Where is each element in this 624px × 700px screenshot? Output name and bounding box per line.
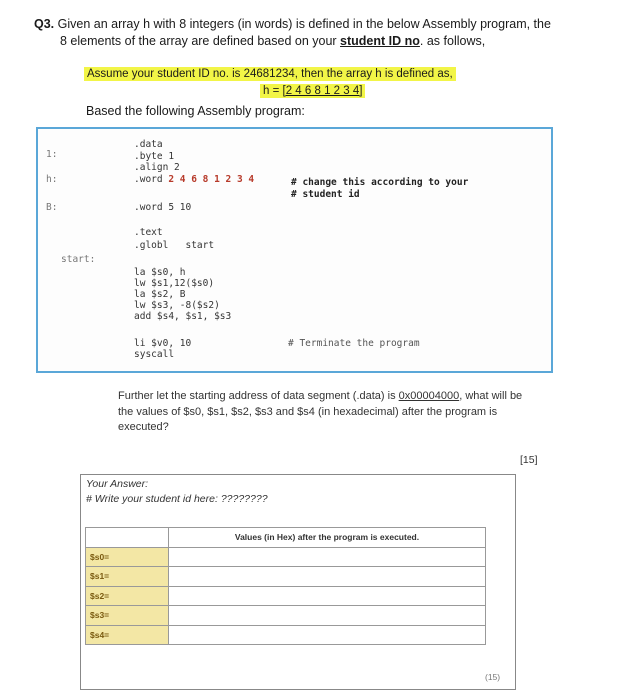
code-line: .data	[134, 139, 163, 150]
code-line	[134, 174, 254, 185]
assembly-code-box	[36, 127, 553, 373]
values-table	[85, 527, 486, 645]
register-label: $s3=	[86, 606, 169, 626]
table-corner	[86, 528, 169, 548]
start-address: 0x00004000	[398, 390, 460, 402]
code-line: .globl start	[134, 240, 215, 251]
code-line: add $s4, $s1, $s3	[134, 311, 232, 322]
question-text-2b: . as follows,	[419, 34, 486, 48]
table-row	[86, 586, 486, 606]
program-intro: Based the following Assembly program:	[86, 104, 305, 118]
value-cell[interactable]	[169, 567, 486, 587]
question-text-2a: 8 elements of the array are defined based on your	[60, 34, 341, 48]
answer-label: Your Answer:	[86, 478, 149, 490]
array-numbers: 2 4 6 8 1 2 3 4	[168, 174, 255, 185]
code-line: .align 2	[134, 162, 180, 173]
question-line-2	[60, 33, 485, 50]
code-line: li $v0, 10	[134, 338, 192, 349]
value-cell[interactable]	[169, 547, 486, 567]
question-number: Q3.	[34, 17, 55, 31]
code-line: lw $s3, -8($s2)	[134, 300, 220, 311]
score-bottom: (15)	[485, 672, 501, 682]
register-label: $s4=	[86, 625, 169, 645]
student-id-emphasis: student ID no	[340, 34, 420, 48]
code-label: B:	[46, 202, 58, 213]
code-comment: # student id	[291, 189, 360, 200]
code-line: .text	[134, 227, 163, 238]
table-row	[86, 567, 486, 587]
student-id-prompt[interactable]: # Write your student id here: ????????	[86, 493, 268, 505]
follow-up-text-b: , what will be the values of $s0, $s1, $s2, $s3 and $s4 (in hexadecimal) after the program is executed?	[118, 390, 523, 433]
register-label: $s0=	[86, 547, 169, 567]
question-line-1	[34, 16, 604, 33]
follow-up-question	[118, 389, 538, 436]
code-line: .byte 1	[134, 151, 175, 162]
question-text-1: Given an array h with 8 integers (in words) is defined in the below Assembly program, the	[57, 17, 551, 31]
word-directive: .word	[134, 174, 163, 185]
table-row	[86, 547, 486, 567]
code-label: start:	[61, 254, 96, 265]
code-label: 1:	[46, 149, 58, 160]
code-comment: # change this according to your	[291, 177, 469, 188]
value-cell[interactable]	[169, 586, 486, 606]
code-comment: # Terminate the program	[288, 338, 420, 349]
assume-highlight: Assume your student ID no. is 24681234, then the array h is defined as,	[84, 67, 456, 81]
register-label: $s2=	[86, 586, 169, 606]
code-line: syscall	[134, 349, 175, 360]
array-definition-highlight	[260, 84, 365, 98]
value-cell[interactable]	[169, 606, 486, 626]
code-line: la $s2, B	[134, 289, 186, 300]
code-line: la $s0, h	[134, 267, 186, 278]
follow-up-text-a: Further let the starting address of data segment (.data) is	[118, 390, 399, 402]
array-values: [2 4 6 8 1 2 3 4]	[282, 85, 363, 97]
code-label: h:	[46, 174, 58, 185]
register-label: $s1=	[86, 567, 169, 587]
array-name: h =	[263, 85, 283, 97]
score-top: [15]	[520, 454, 538, 466]
code-line: .word 5 10	[134, 202, 192, 213]
table-header-row	[86, 528, 486, 548]
table-header: Values (in Hex) after the program is executed.	[169, 528, 486, 548]
table-row	[86, 625, 486, 645]
value-cell[interactable]	[169, 625, 486, 645]
code-line: lw $s1,12($s0)	[134, 278, 215, 289]
table-row	[86, 606, 486, 626]
